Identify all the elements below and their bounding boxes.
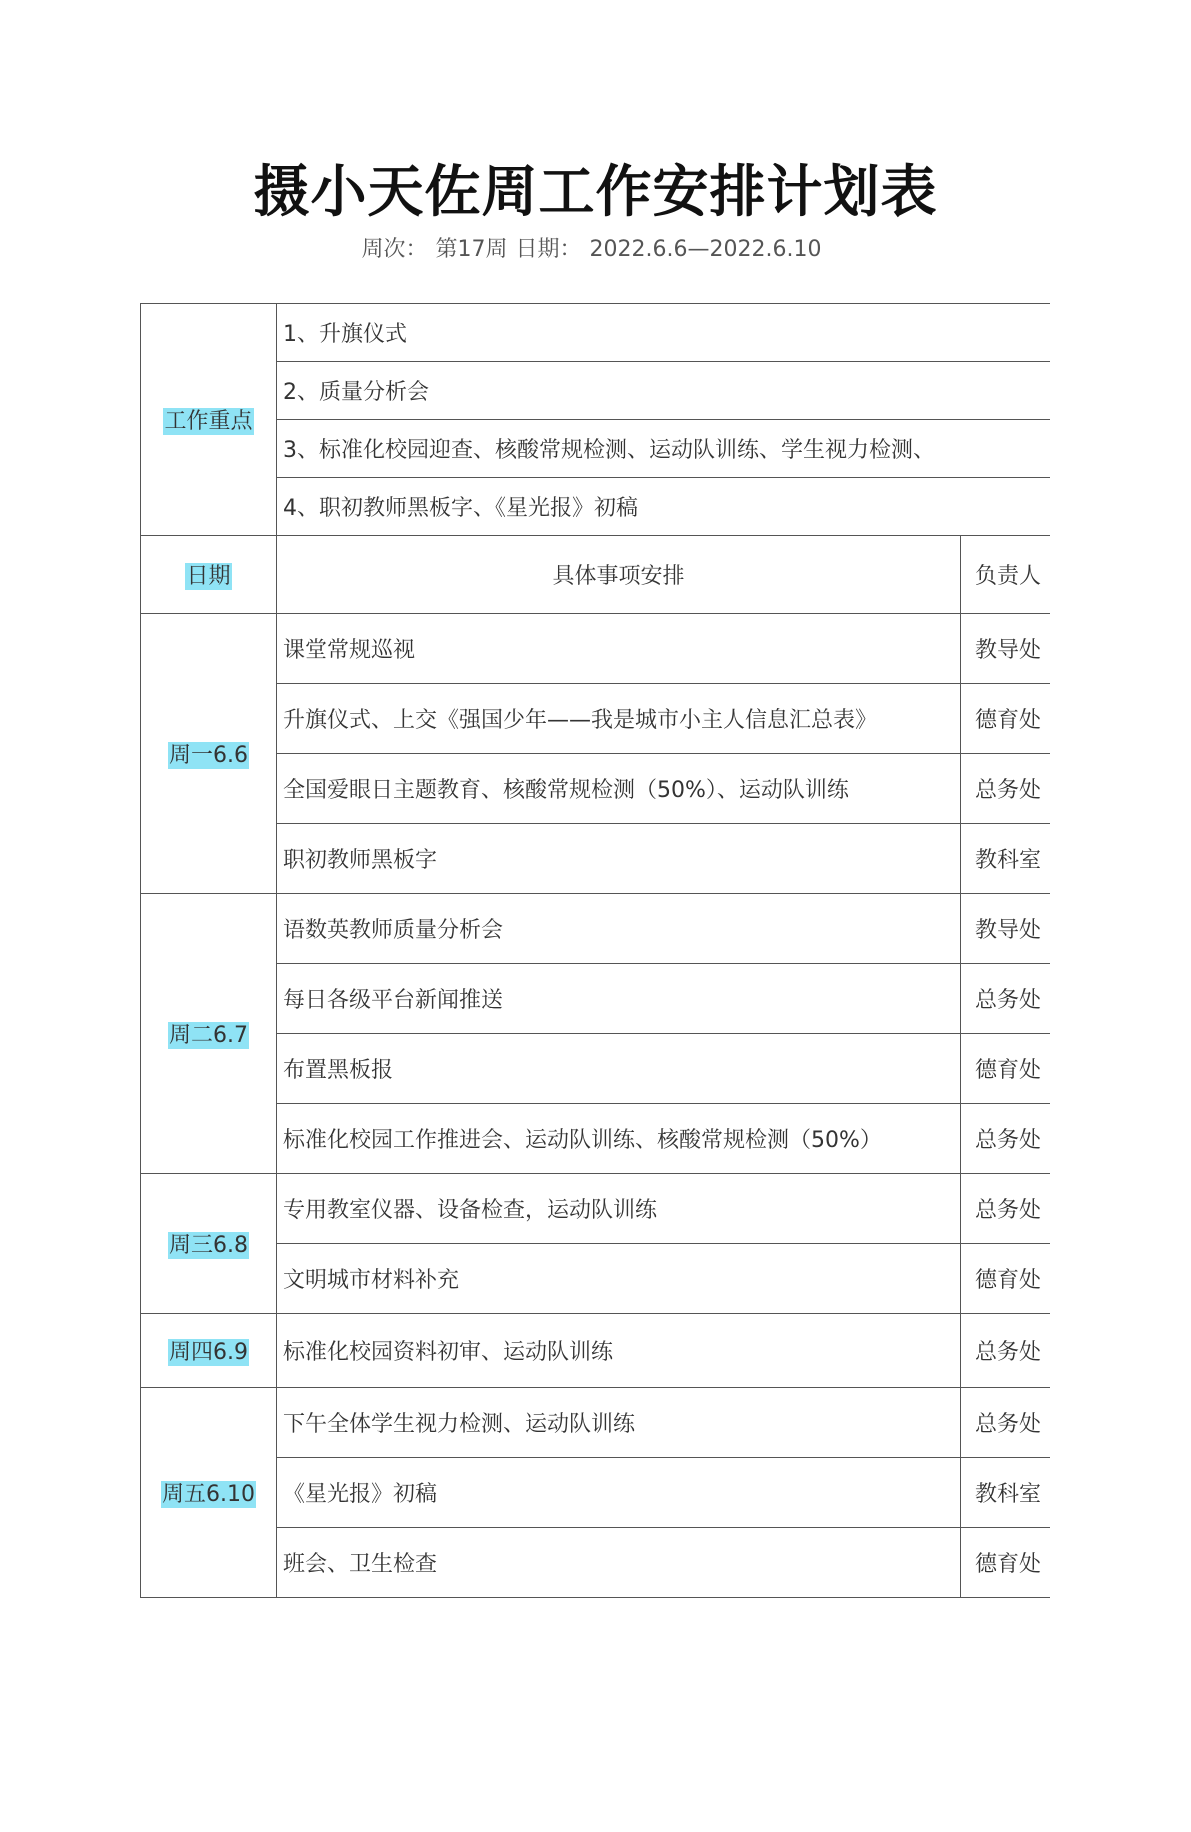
day-label: 周四6.9 [169, 1340, 248, 1365]
day-label: 周二6.7 [169, 1023, 248, 1048]
date-label: 日期： [515, 237, 582, 262]
task-owner: 德育处 [961, 1034, 1051, 1104]
task-owner: 总务处 [961, 1104, 1051, 1174]
task-row [141, 684, 1051, 754]
task-text: 文明城市材料补充 [277, 1244, 961, 1314]
focus-label: 工作重点 [164, 409, 253, 434]
task-text: 语数英教师质量分析会 [277, 894, 961, 964]
task-row [141, 1174, 1051, 1244]
task-text: 全国爱眼日主题教育、核酸常规检测（50%）、运动队训练 [277, 754, 961, 824]
task-row [141, 1244, 1051, 1314]
task-text: 专用教室仪器、设备检查，运动队训练 [277, 1174, 961, 1244]
task-text: 下午全体学生视力检测、运动队训练 [277, 1388, 961, 1458]
focus-row [141, 478, 1051, 536]
day-label: 周一6.6 [169, 743, 248, 768]
task-owner: 德育处 [961, 684, 1051, 754]
task-owner: 教导处 [961, 894, 1051, 964]
task-row [141, 964, 1051, 1034]
focus-row [141, 362, 1051, 420]
focus-row [141, 304, 1051, 362]
task-text: 标准化校园资料初审、运动队训练 [277, 1314, 961, 1388]
task-text: 每日各级平台新闻推送 [277, 964, 961, 1034]
task-owner: 德育处 [961, 1528, 1051, 1598]
focus-item: 1、升旗仪式 [277, 304, 1051, 362]
header-date: 日期 [186, 564, 231, 589]
task-owner: 总务处 [961, 1388, 1051, 1458]
day-label: 周三6.8 [169, 1233, 248, 1258]
task-text: 课堂常规巡视 [277, 614, 961, 684]
task-owner: 德育处 [961, 1244, 1051, 1314]
task-row [141, 1388, 1051, 1458]
task-owner: 教科室 [961, 1458, 1051, 1528]
day-label-cell [141, 614, 277, 894]
schedule-sheet [140, 303, 1050, 1612]
task-text: 标准化校园工作推进会、运动队训练、核酸常规检测（50%） [277, 1104, 961, 1174]
date-value: 2022.6.6—2022.6.10 [589, 237, 822, 262]
focus-row [141, 420, 1051, 478]
week-info [0, 232, 1191, 263]
focus-item: 4、职初教师黑板字、《星光报》初稿 [277, 478, 1051, 536]
task-text: 职初教师黑板字 [277, 824, 961, 894]
task-row [141, 1458, 1051, 1528]
task-text: 升旗仪式、上交《强国少年——我是城市小主人信息汇总表》 [277, 684, 961, 754]
week-value: 第17周 [435, 237, 508, 262]
task-row [141, 754, 1051, 824]
task-row [141, 894, 1051, 964]
task-owner: 总务处 [961, 754, 1051, 824]
task-owner: 教科室 [961, 824, 1051, 894]
header-tasks: 具体事项安排 [277, 536, 961, 614]
task-row [141, 614, 1051, 684]
day-label-cell [141, 894, 277, 1174]
page-title: 摄小天佐周工作安排计划表 [253, 160, 938, 225]
task-row [141, 1104, 1051, 1174]
task-row [141, 1314, 1051, 1388]
day-label-cell [141, 1388, 277, 1598]
task-owner: 教导处 [961, 614, 1051, 684]
header-date-cell [141, 536, 277, 614]
header-owner: 负责人 [961, 536, 1051, 614]
task-text: 《星光报》初稿 [277, 1458, 961, 1528]
day-label-cell [141, 1174, 277, 1314]
task-text: 班会、卫生检查 [277, 1528, 961, 1598]
task-row [141, 1034, 1051, 1104]
week-label: 周次： [361, 237, 428, 262]
day-label: 周五6.10 [162, 1482, 255, 1507]
header-row [141, 536, 1051, 614]
focus-item: 2、质量分析会 [277, 362, 1051, 420]
task-owner: 总务处 [961, 1174, 1051, 1244]
day-label-cell [141, 1314, 277, 1388]
task-text: 布置黑板报 [277, 1034, 961, 1104]
task-row [141, 824, 1051, 894]
focus-label-cell [141, 304, 277, 536]
focus-item: 3、标准化校园迎查、核酸常规检测、运动队训练、学生视力检测、 [277, 420, 1051, 478]
schedule-table [140, 303, 1050, 1598]
task-row [141, 1528, 1051, 1598]
task-owner: 总务处 [961, 1314, 1051, 1388]
task-owner: 总务处 [961, 964, 1051, 1034]
